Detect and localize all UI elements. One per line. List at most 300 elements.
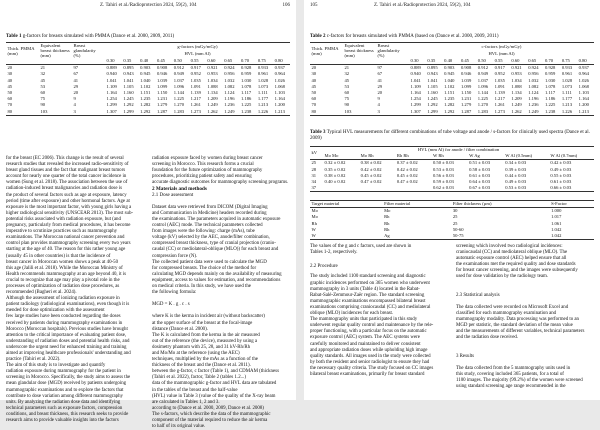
table-cell: 40 [7,77,13,83]
hvl-value: 0.45 [460,58,469,63]
hvl-value: 0.50 [477,58,486,63]
table-cell: 30 [311,71,317,77]
combo-header: W Rh [432,153,444,159]
table-cell: 1.030 [241,77,252,83]
text-line: where K is the kerma in incident air (without backscatter) [152,314,265,320]
table-cell: 0.908 [156,65,168,71]
right-page [304,0,600,400]
table-cell [395,185,431,192]
table-cell: 1.225 [173,96,185,102]
table-cell: 0.912 [173,65,185,71]
table-cell: 0.921 [207,65,218,71]
table-cell: 1.035 [494,77,505,83]
column-header: Thick. PMMA (mm) [311,45,339,56]
table-cell: 1.238 [545,108,556,114]
text-line: graphic incidences performed on 365 women who underwent [310,280,430,286]
text-line: this age (Jalili et al. 2018). While the Moroccan Ministry of [6,265,123,271]
table-cell: 53 [344,83,350,89]
hvl-value: 0.40 [140,58,149,63]
left-page [0,0,296,430]
table-cell: 21 [344,65,350,71]
text-line: control (AEC) mode. The technical parameters collected [152,223,263,229]
table-cell: 1.226 [257,108,269,114]
table-cell: 30 [7,71,13,77]
table-cell: 0.61 ± 0.03 [550,179,572,185]
table-cell: 0.47 ± 0.02 [360,179,382,185]
text-line: on medical criteria. In this study, we have used the [152,283,251,289]
column-group-header: HVL (mm Al) for anode / filter combination [417,147,500,152]
table-cell: 0.45 ± 0.02 [396,172,418,178]
table-cell: 0.42 ± 0.02 [396,166,418,172]
table-cell: 1.292 [140,108,151,114]
table1-caption: Table 1 g-factors for breasts simulated with PMMA (Dance et al. 2000, 2009, 2011) [6,34,175,39]
text-line: compression force (N). [152,253,198,259]
table-cell: 1.103 [578,90,589,96]
table-cell: 32 [40,71,46,77]
text-line: proper functioning, with a particular focus on the automatic [310,329,427,335]
text-line: conditions, and breast thickness, this research seeks to provide [6,411,129,417]
text-line: calculating MGD depends mainly on the availability of measuring [152,271,282,277]
table-row [6,109,290,116]
table-cell: 1.283 [173,108,185,114]
kv-header: kV [311,150,318,156]
table-cell: 0.945 [444,71,455,77]
text-line: units. By analyzing the radiation dose data and identifying [6,399,121,405]
table-cell: 1.082 [528,83,539,89]
table-cell: 60 [40,90,46,96]
table-cell [359,185,395,192]
combo-header: Rh Rh [396,153,409,159]
table-cell: 1.177 [561,96,573,102]
running-title: Z. Tahiri et al./Radioprotection 2024, 59(2), 104 [100,3,197,8]
text-line: understanding of radiation doses and potential health risks, and [6,338,130,344]
table-cell: 1.270 [477,102,489,108]
hvl-header: HVL (mm Al) [488,51,515,57]
table-cell: 1.196 [224,96,235,102]
table-cell: 0.924 [224,65,235,71]
table-cell: 1.078 [241,83,252,89]
text-line: Rabat-Salé-Zemmour-Zaër region. The standard screening [310,292,425,298]
text-line: and the radiation dose received. [456,335,519,341]
table-cell: 1.164 [410,90,421,96]
table-cell: 1.292 [444,108,455,114]
table-cell: 41 [73,77,79,83]
combo-header: W Al (0.5mm) [505,153,533,159]
table-cell: 60 [7,96,13,102]
table-cell: 0.889 [410,65,421,71]
table-cell: 1.134 [511,90,522,96]
table-cell: 1.041 [123,77,134,83]
table-cell: Rh [384,226,390,232]
combo-header: Mo Mo [324,153,339,159]
table-cell: 0.945 [140,71,151,77]
sfactor-header: Target material [311,201,340,206]
table-cell: 1.209 [511,96,522,102]
hvl-value: 0.70 [241,58,250,63]
table-cell: 1.032 [528,77,539,83]
table-cell: 0.964 [274,71,285,77]
table-cell: 1.139 [494,90,505,96]
text-line: mammographic examinations and to explore the factors that [6,387,124,393]
table-cell: 1.177 [257,96,269,102]
table-cell: 1.225 [477,96,489,102]
table-cell: 1.196 [528,96,539,102]
table-cell: 67 [377,71,383,77]
table-cell: 25 [452,220,458,226]
text-line: according to (Dance et al. 2000, 2009, Dance et al. 2008) [152,405,264,411]
table-cell: 50-60 [452,226,464,232]
column-header: Breast glandularity (%) [377,43,400,58]
blank-header [376,58,409,65]
table-cell: 0.961 [561,71,573,77]
table-cell: 1.217 [190,96,201,102]
text-line: women (Sung et al. 2018). The association between the use of [6,180,128,186]
table-cell: 1.307 [410,108,421,114]
table-cell: 1.164 [578,96,589,102]
table-cell: 1.186 [241,96,252,102]
table-cell: 0.917 [190,65,201,71]
table-cell: 80 [311,108,317,114]
table-cell: 1.041 [427,77,438,83]
table-cell: 1.109 [410,83,421,89]
table-cell: 1.160 [123,90,134,96]
table-cell: 1.283 [477,108,489,114]
text-line: from images were the following: charge (mAs), tube [152,229,255,235]
table-cell: 0.53 ± 0.03 [505,185,527,191]
combo-header: W Ag [469,153,480,159]
text-line: between the g-factor, c factor (Table 1), and CDMAM (thickness [152,369,279,375]
table-cell: 53 [40,83,46,89]
table-cell: 1.037 [477,77,489,83]
table-cell: 1.099 [156,83,168,89]
table-row [310,208,594,215]
hvl-value: 0.30 [410,58,419,63]
table-cell: 97 [73,65,79,71]
table-cell: 1.279 [156,102,168,108]
table-row [310,65,594,72]
text-line: (usually 45 in other countries) is that the incidence of [6,253,111,259]
text-line: automatic exposure control (AEC) helped ensure that all [456,256,567,262]
table-cell: 1.226 [561,108,573,114]
table-cell: 20 [311,65,317,71]
table-cell: 0.940 [410,71,421,77]
table-cell: 1.042 [551,233,562,239]
table-cell: 1.078 [545,83,556,89]
table-cell: 1.041 [410,77,421,83]
text-line: the necessary quality criteria. The study focused on CC images [310,365,434,371]
hvl-value: 0.55 [494,58,503,63]
table-cell: 9 [377,96,380,102]
text-line: screening which involved two radiological incidences: [456,244,563,249]
text-line: control plan provides mammography screening every two years [6,241,131,247]
table-row [6,65,290,72]
table-cell: 0.58 ± 0.03 [469,166,490,172]
table-cell: Ag [384,233,390,239]
table-cell: 1.164 [274,96,285,102]
table-cell: 0.61 ± 0.03 [469,172,490,178]
table-cell: 1.039 [460,77,472,83]
table-cell [323,185,359,192]
table-cell: 0.39 ± 0.03 [505,166,527,172]
left-body-text [6,156,146,424]
table-cell: 75 [344,96,350,102]
table-cell: 0.924 [528,65,539,71]
table-cell: 1.034 [207,77,218,83]
table-cell: 1.102 [140,83,151,89]
table-cell: 1.111 [257,90,268,96]
section-heading: 2 Materials and methods [152,186,207,192]
table-cell: 60 [311,96,317,102]
text-line: The aim of this study is to investigate and quantify [6,363,106,369]
table-cell: 1.088 [207,83,218,89]
text-line: the following formula: [152,290,197,296]
table-cell: 1.245 [427,96,438,102]
table-cell: 1.261 [494,102,505,108]
table-cell: 1.039 [156,77,168,83]
blank-header [39,58,72,65]
text-line: using standard screening age range recommended in the [456,384,566,390]
table-cell: Mo [311,214,318,220]
table-cell: 1.287 [156,108,168,114]
table-cell: 29 [73,83,79,89]
text-line: screening in Morocco. This research forms a crucial [152,162,254,168]
text-line: are calculated in Tables 1, 2 and 3. [152,399,220,405]
table-cell: 1.299 [106,102,117,108]
table-cell: 1.273 [190,108,201,114]
table-cell: 0.953 [511,71,522,77]
hvl-value: 0.65 [224,58,233,63]
text-line: craniocaudal (CC) and mediolateral oblique (MLO). The [456,250,568,256]
table-cell: 25 [311,160,317,166]
table-cell: 67 [73,71,79,77]
table-cell: 1.217 [494,96,505,102]
table-cell: 1.037 [173,77,185,83]
hvl-value: 0.80 [274,58,283,63]
hvl-value: 0.70 [545,58,554,63]
table3 [310,146,594,192]
text-line: quality standards. All images used in the study were collected [310,353,431,359]
text-line: aimed at improving healthcare professionals' understanding and [6,351,131,356]
table-cell: 1.282 [140,102,151,108]
table-cell: 1.139 [190,90,201,96]
blank-header [343,58,376,65]
table-cell: 70 [7,102,13,108]
combo-header: W Al (0.7mm) [550,153,578,159]
table-cell: 1.061 [551,220,562,226]
table-cell: 1.032 [224,77,235,83]
table-cell: 1.096 [477,83,489,89]
sfactor-table [310,200,594,240]
text-line: Although the assessment of ionizing radiation exposure in [6,296,120,302]
table-cell: 80 [7,108,13,114]
table-cell: 0.933 [561,65,573,71]
table-cell: 50 [311,90,317,96]
text-line: (Tahiri et al. 2022), factor, Table 2 (tables 1.2...) [152,375,246,381]
table-cell: 0.943 [427,71,438,77]
table-cell: 45 [7,83,13,89]
table-cell: 1.068 [274,83,285,89]
table-cell: 1.282 [444,102,455,108]
text-line: voltage (kV) selected by the AEC, anode/filter combination, [152,235,270,241]
text-line: starting at the age of 40. The reason for this rather young age [6,247,126,253]
hvl-value: 0.30 [106,58,115,63]
table-cell: 0.49 ± 0.03 [505,179,527,185]
text-line: the examinations met the required quality and dose standards [456,262,576,268]
text-line: practice (Tahiri et al. 2022). [6,357,61,363]
text-line: underwent regular quality control and maintenance by the rele- [310,323,434,329]
table-cell: 1.040 [140,77,151,83]
table-cell: 0.946 [460,71,472,77]
table-cell: 0.903 [140,65,151,71]
text-line: attention to the critical importance of evaluating patient dose, [6,332,127,338]
table-cell: 40 [311,77,317,83]
table-cell: 1.151 [444,90,455,96]
table-cell: 1.261 [190,102,201,108]
table-cell: 0.933 [257,65,269,71]
text-line: The mammography units that participated in this study [310,317,418,323]
table-cell: 1.299 [123,108,134,114]
table-cell: 1.213 [578,108,589,114]
table-cell: 0.949 [173,71,185,77]
text-line: bilateral breast examinations, primarily for breast standard [310,371,425,377]
table-cell: 70 [311,102,317,108]
text-line: The s-factors, which describe the data of the mammographic [152,411,271,417]
table-cell: 25 [452,214,458,220]
table-cell: 0.49 ± 0.03 [550,166,572,172]
table-cell: 1.235 [444,96,455,102]
table-cell: 1.102 [444,83,455,89]
text-line: this study, covering included 365 patients, for a total of [456,371,564,377]
table-cell: 1.299 [410,102,421,108]
text-line: technical parameters such as exposure factors, compression [6,405,123,411]
text-line: pregnancy, particularly from medical procedures, it has become [6,223,131,229]
table-cell: 20 [7,65,13,71]
table-cell: 0.37 ± 0.02 [396,160,418,166]
table-cell: 1.035 [190,77,201,83]
text-line: mended for dose optimization with the assessment [6,308,105,314]
text-line: radiation exposure faced by women during breast cancer [152,156,263,161]
table-cell: 1.144 [173,90,185,96]
table-cell: 1.042 [551,226,562,232]
table-cell: 0.34 ± 0.03 [505,160,527,166]
table-cell: 1.225 [241,102,252,108]
table-cell: 1.213 [274,108,285,114]
table-cell: W [311,226,316,232]
page-number: 106 [282,3,290,8]
table-cell: Mo [384,208,391,214]
column-header: Equivalent breast thickness (mm) [40,43,70,58]
table-cell: 28 [311,166,317,172]
text-line: account for nearly one quarter of the total cancer incidence in [6,174,127,180]
text-line: procedures, prioritizing patient safety and ensuring [152,174,252,180]
sfactor-header: Filter thickness (µm) [452,201,492,206]
text-line: the product of several factors such as age at exposure, latency [6,192,127,198]
table-cell: 0.953 [207,71,218,77]
table-cell: 1.150 [156,90,168,96]
table-cell: 1.245 [123,96,134,102]
table-cell: 4 [73,102,76,108]
table-cell: 90 [40,102,46,108]
text-line: The study included 1100 standard screening and diagnostic [310,274,426,280]
text-line: 3 Results [456,353,475,359]
combo-header: Mo Rh [360,153,374,159]
text-line: crucial to recognize that age may play a pivotal role in the [6,277,120,283]
text-line: period (time after exposure) and other hormonal factors. Age at [6,198,130,204]
text-line: breast cancer in Moroccan women shows a peak at 40-50 [6,259,119,265]
table-cell: 1.236 [528,102,539,108]
text-line: processes of optimization of radiation dose procedures, as [6,283,120,289]
text-line: in the tables of the breast and the half-value [152,387,238,393]
table-cell: 0.67 ± 0.03 [469,185,490,191]
table-cell: 103 [40,108,48,114]
table-cell: 0.64 ± 0.03 [469,179,490,185]
text-line: by both the resident and senior radiologist to ensure they had [310,359,430,365]
table1 [6,42,290,116]
text-line: and the measurements of different variables, technical parameters [456,329,585,335]
text-line: potential risks associated with radiation exposure, but (and [6,216,121,222]
text-line: few large studies have been conducted regarding the doses [6,314,121,320]
text-line: higher radiological sensitivity (UNSCEAR 2013). The most sub- [6,210,134,216]
subsection-heading: 2.1 Dose assessment [152,193,194,198]
text-line: used for dose validation by the radiology team. [456,274,549,280]
table-cell: 1.249 [528,108,539,114]
table-cell: 1.307 [106,108,117,114]
table-cell: 21 [40,65,46,71]
table-cell: 1.099 [460,83,472,89]
text-line: classified for each mammography examination and [456,311,557,317]
table-cell: 1.213 [561,102,573,108]
table-cell: 1.082 [224,83,235,89]
table-cell: 0.42 ± 0.03 [550,160,572,166]
text-line: exposure is the most important factor, with young girls having a [6,204,132,210]
table-cell: 1.030 [545,77,556,83]
text-line: research studies that revealed the increased radio-sensitivity of [6,162,129,168]
table-cell: 1.254 [410,96,421,102]
text-line: radiation exposure during mammography for the patient in [6,369,121,375]
table-cell: 1.262 [207,108,218,114]
text-line: thickness of the breast and the (Dance et al. 2011). [152,363,251,369]
table-cell: 9 [73,96,76,102]
table-cell: Mo [311,208,318,214]
table-cell: 0.38 ± 0.02 [360,160,382,166]
table-cell: 0.921 [511,65,522,71]
table-cell: 1.273 [494,108,505,114]
hvl-value: 0.35 [123,58,132,63]
table-cell: 1.299 [427,108,438,114]
table-cell: 1.225 [545,102,556,108]
table-cell: 3 [73,108,76,114]
hvl-value: 0.75 [561,58,570,63]
text-line: at the upper surface of the breast at the focal-image [152,320,253,326]
text-line: mammographic examinations encompassed bilateral breast [310,298,426,304]
table-cell: 1.186 [545,96,556,102]
table-cell: 50 [7,90,13,96]
text-line: compressed breast thickness, type of cranial projection (cranio- [152,241,276,247]
text-line: recommended (Bagheri et al. 2024). [6,290,77,296]
table-row [310,109,594,116]
table-cell: 0.895 [123,65,134,71]
text-line: examinations. The Moroccan national cancer prevention and [6,235,125,241]
table-cell: Rh [384,214,390,220]
table-cell: 1.134 [207,90,218,96]
table-cell: 0.928 [241,65,252,71]
table-cell: 0.959 [241,71,252,77]
text-line: for the breast (EC 2006). This change is the result of several [6,156,124,161]
text-line: MGD per statistic, the standard deviation of the mean value [456,323,573,329]
text-line: exposure control (AEC) system. The AEC systems were [310,335,420,341]
table-cell: 0.32 ± 0.02 [324,160,346,166]
text-line: (HVL) value in Table 3 (value of the quality of the X-ray beam [152,393,276,399]
